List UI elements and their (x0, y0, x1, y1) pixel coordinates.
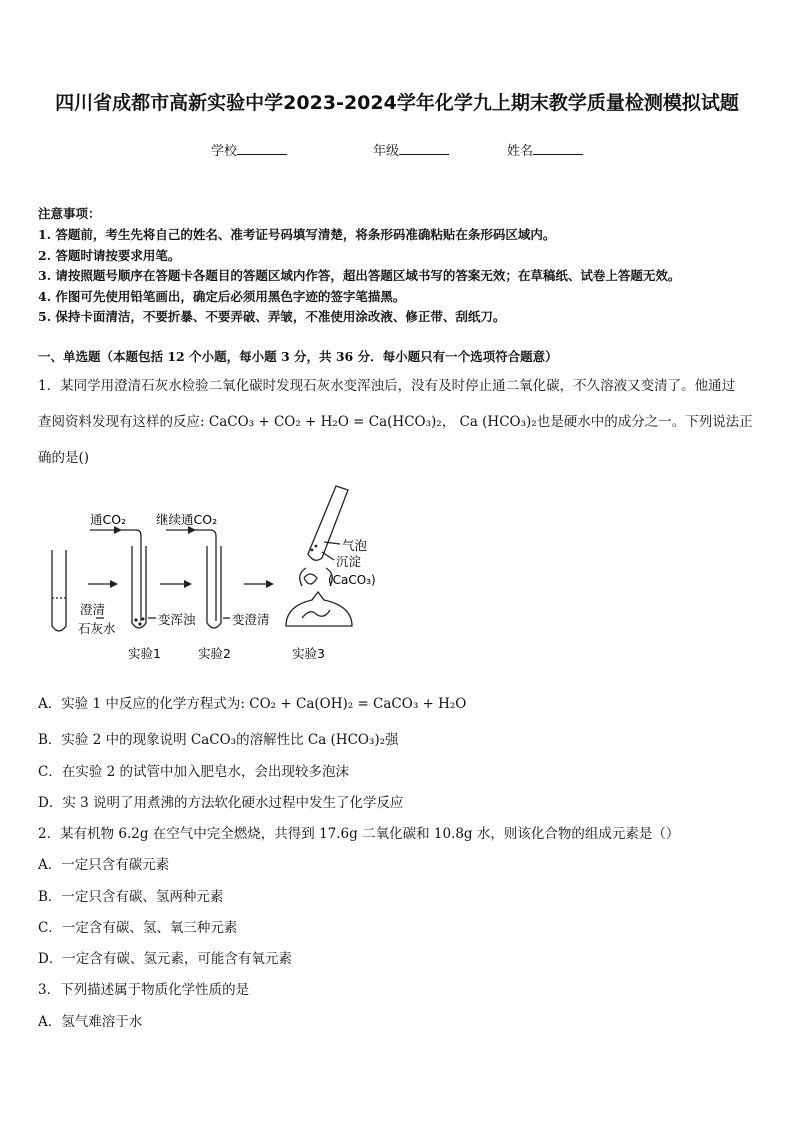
school-blank[interactable] (237, 142, 287, 155)
label-bubbles: 气泡 (342, 538, 368, 553)
label-limewater-2: 石灰水 (78, 621, 116, 636)
page-title: 四川省成都市高新实验中学2023-2024学年化学九上期末教学质量检测模拟试题 (55, 92, 739, 114)
q2-option-b[interactable]: B．一定只含有碳、氢两种元素 (38, 889, 224, 905)
grade-label: 年级 (373, 144, 400, 159)
test-tube-1 (52, 550, 66, 631)
q2-option-c[interactable]: C．一定含有碳、氢、氧三种元素 (38, 920, 238, 936)
label-clear: 变澄清 (232, 612, 270, 627)
arrowheads (110, 526, 274, 588)
notes-heading: 注意事项： (38, 206, 101, 221)
school-field[interactable] (211, 140, 287, 159)
q3-stem: 3．下列描述属于物质化学性质的是 (38, 982, 250, 998)
label-exp2: 实验2 (198, 646, 231, 661)
label-caco3: (CaCO₃) (328, 573, 376, 587)
q1-stem-line1: 1．某同学用澄清石灰水检验二氧化碳时发现石灰水变浑浊后，没有及时停止通二氧化碳，不久溶液又变清了。他通过 (38, 378, 736, 394)
q1-equation: CaCO₃ + CO₂ + H₂O = Ca(HCO₃)₂， (208, 414, 456, 430)
alcohol-lamp (286, 592, 352, 626)
q2-option-d[interactable]: D．一定含有碳、氢元素，可能含有氧元素 (38, 951, 292, 967)
note-item: 4. 作图可先使用铅笔画出，确定后必须用黑色字迹的签字笔描黑。 (38, 289, 406, 304)
flame (304, 574, 317, 584)
name-blank[interactable] (533, 142, 583, 155)
q1-option-a[interactable] (38, 692, 466, 712)
test-tube-2 (132, 546, 146, 628)
experiment-figure (40, 478, 400, 668)
q1-stem-line2 (38, 410, 753, 430)
label-exp3: 实验3 (292, 646, 325, 661)
q1-line2-text: 查阅资料发现有这样的反应: (38, 414, 205, 430)
q1-stem-line3: 确的是() (38, 450, 90, 466)
name-label: 姓名 (507, 144, 534, 159)
label-limewater-1: 澄清 (80, 602, 106, 617)
q1-option-a-text: A．实验 1 中反应的化学方程式为: (38, 696, 245, 712)
q1-option-d[interactable]: D．实 3 说明了用煮沸的方法软化硬水过程中发生了化学反应 (38, 795, 404, 811)
note-item: 5. 保持卡面清洁，不要折暴、不要弄破、弄皱，不准使用涂改液、修正带、刮纸刀。 (38, 309, 506, 324)
grade-blank[interactable] (399, 142, 449, 155)
q2-stem: 2．某有机物 6.2g 在空气中完全燃烧，共得到 17.6g 二氧化碳和 10.8g 水，则该化合物的组成元素是（） (38, 826, 680, 842)
note-item: 2. 答题时请按要求用笔。 (38, 248, 181, 263)
q3-option-a[interactable]: A．氢气难溶于水 (38, 1014, 143, 1030)
label-continue-co2: 继续通CO₂ (156, 512, 218, 527)
q1-line2-tail: Ca (HCO₃)₂也是硬水中的成分之一。下列说法正 (459, 414, 753, 430)
label-precipitate: 沉淀 (336, 554, 362, 569)
label-turbid: 变浑浊 (158, 612, 196, 627)
grade-field[interactable] (373, 140, 449, 159)
test-tube-3 (207, 546, 221, 628)
q1-option-a-equation: CO₂ + Ca(OH)₂ = CaCO₃ + H₂O (249, 696, 467, 712)
note-item: 1. 答题前，考生先将自己的姓名、准考证号码填写清楚，将条形码准确粘贴在条形码区域内。 (38, 227, 556, 242)
note-item: 3. 请按照题号顺序在答题卡各题目的答题区域内作答，超出答题区域书写的答案无效；在草稿纸、试卷上答题无效。 (38, 268, 681, 283)
q1-option-b[interactable]: B．实验 2 中的现象说明 CaCO₃的溶解性比 Ca (HCO₃)₂强 (38, 732, 399, 748)
label-pass-co2: 通CO₂ (90, 512, 127, 527)
q2-option-a[interactable]: A．一定只含有碳元素 (38, 857, 170, 873)
name-field[interactable] (507, 140, 583, 159)
q1-option-c[interactable]: C．在实验 2 的试管中加入肥皂水，会出现较多泡沫 (38, 764, 350, 780)
school-label: 学校 (211, 144, 238, 159)
section-heading: 一、单选题（本题包括 12 个小题，每小题 3 分，共 36 分．每小题只有一个选项符合题意） (38, 349, 558, 364)
label-exp1: 实验1 (128, 646, 161, 661)
